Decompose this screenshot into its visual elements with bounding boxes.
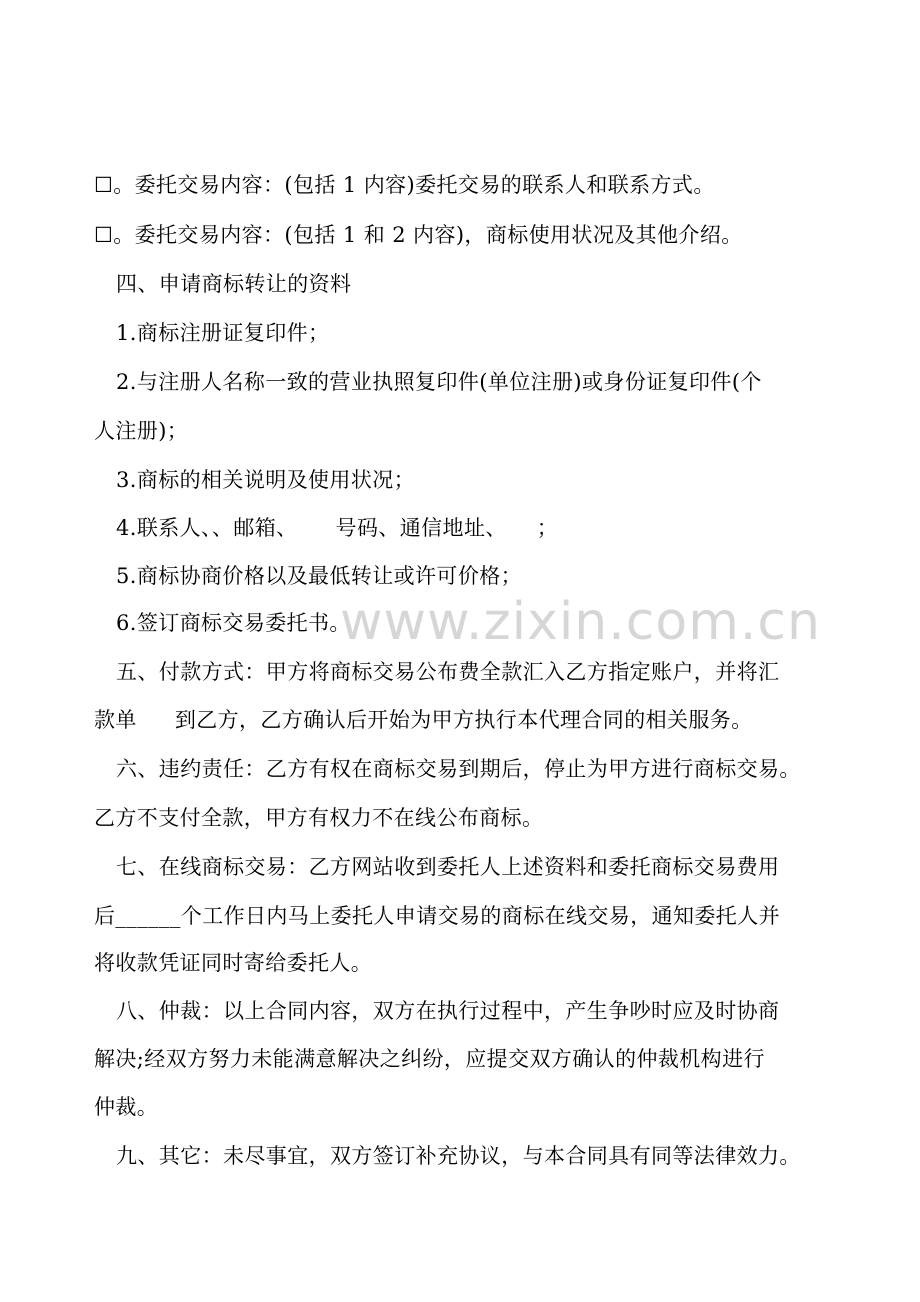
text-line: 后______个工作日内马上委托人申请交易的商标在线交易，通知委托人并 — [94, 904, 780, 928]
text-line: ☐。委托交易内容：(包括 1 和 2 内容)，商标使用状况及其他介绍。 — [94, 223, 743, 247]
list-item: 2.与注册人名称一致的营业执照复印件(单位注册)或身份证复印件(个 — [116, 370, 762, 394]
list-item: 1.商标注册证复印件； — [116, 321, 330, 345]
text-line: 解决;经双方努力未能满意解决之纠纷，应提交双方确认的仲裁机构进行 — [94, 1047, 765, 1071]
list-item-part: ； — [536, 516, 559, 540]
text-line — [94, 703, 753, 737]
text-line: 人注册)； — [94, 419, 189, 443]
list-item: 6.签订商标交易委托书。 — [116, 611, 351, 635]
clause-paragraph: 七、在线商标交易：乙方网站收到委托人上述资料和委托商标交易费用 — [116, 855, 780, 879]
text-line: ☐。委托交易内容：(包括 1 内容)委托交易的联系人和联系方式。 — [94, 173, 715, 197]
text-line: 乙方不支付全款，甲方有权力不在线公布商标。 — [94, 806, 544, 830]
list-item-part: 4.联系人、、邮箱、 — [116, 516, 298, 540]
list-item: 5.商标协商价格以及最低转让或许可价格； — [116, 564, 523, 588]
list-item — [116, 511, 558, 545]
text-part: 款单 — [94, 708, 137, 732]
clause-paragraph: 六、违约责任：乙方有权在商标交易到期后，停止为甲方进行商标交易。 — [116, 757, 801, 781]
text-line: 将收款凭证同时寄给委托人。 — [94, 951, 373, 975]
list-item-part: 号码、通信地址、 — [335, 516, 507, 540]
text-part: 到乙方，乙方确认后开始为甲方执行本代理合同的相关服务。 — [174, 708, 753, 732]
list-item: 3.商标的相关说明及使用状况； — [116, 468, 416, 492]
clause-paragraph: 八、仲裁：以上合同内容，双方在执行过程中，产生争吵时应及时协商 — [116, 999, 780, 1023]
watermark: www.zixin.com.cn — [340, 592, 821, 652]
clause-paragraph: 五、付款方式：甲方将商标交易公布费全款汇入乙方指定账户，并将汇 — [116, 660, 780, 684]
text-line: 仲裁。 — [94, 1095, 159, 1119]
clause-paragraph: 九、其它：未尽事宜，双方签订补充协议，与本合同具有同等法律效力。 — [116, 1144, 801, 1168]
section-heading: 四、申请商标转让的资料 — [116, 272, 352, 296]
